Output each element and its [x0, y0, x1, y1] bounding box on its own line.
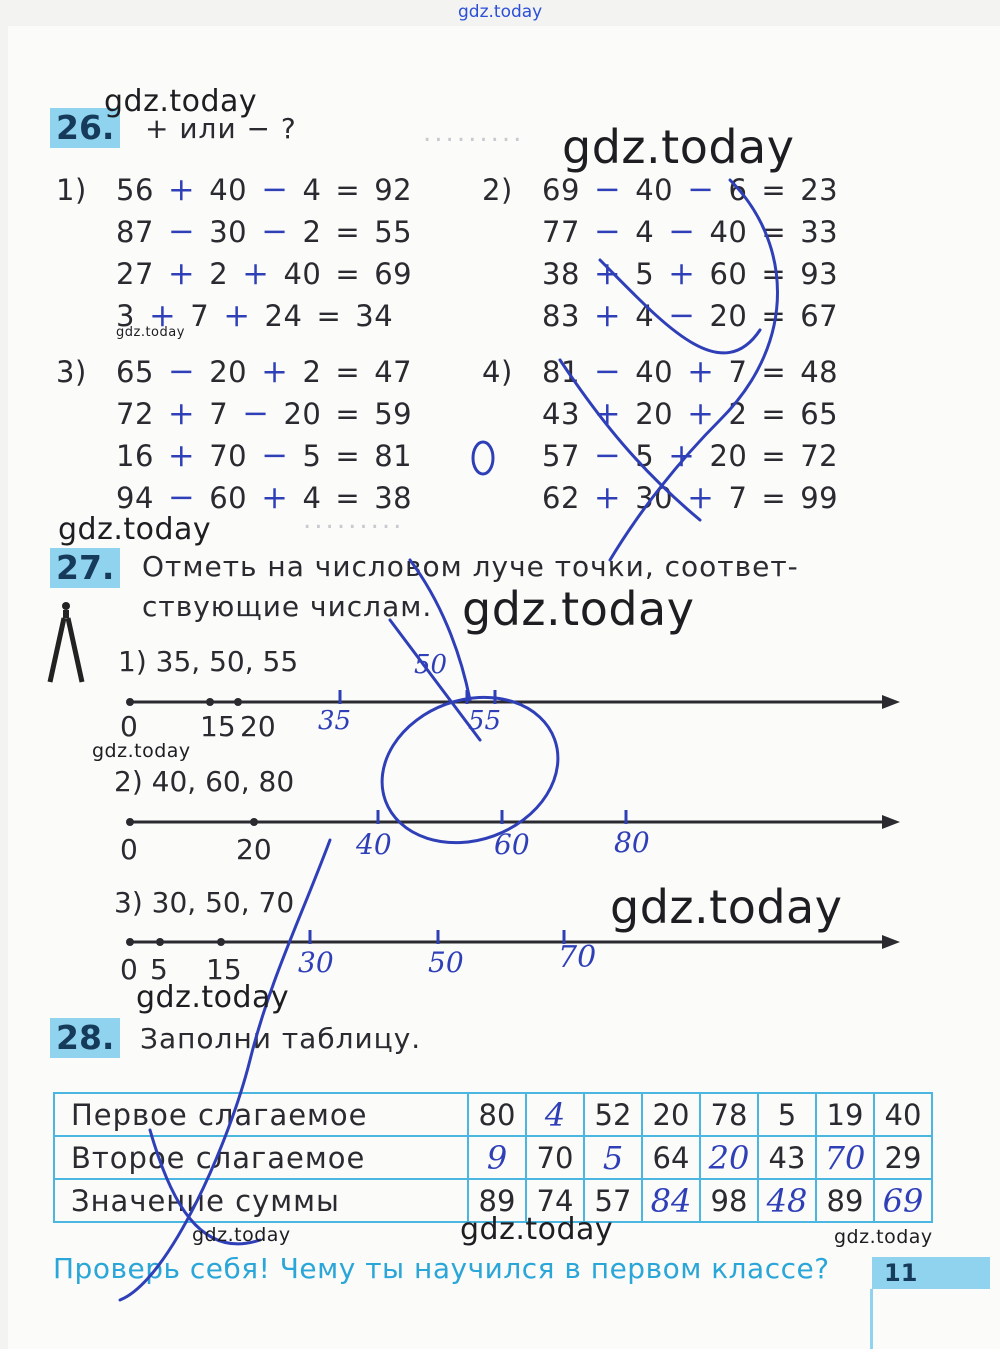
result: 81 — [374, 439, 413, 473]
operand: 4 — [635, 215, 655, 249]
operand: 16 — [116, 439, 154, 473]
result: 65 — [800, 397, 839, 431]
handwritten-operator: + — [261, 352, 289, 390]
table-cell-handwritten: 5 — [584, 1136, 642, 1179]
operand: 7 — [209, 397, 229, 431]
operand: 27 — [116, 257, 154, 291]
operand: 87 — [116, 215, 154, 249]
handwritten-operator: + — [167, 436, 196, 474]
equals-sign: = — [761, 173, 787, 207]
result: 38 — [374, 481, 413, 515]
row-label: Значение суммы — [54, 1179, 468, 1222]
watermark: gdz.today — [92, 740, 191, 762]
result: 99 — [800, 481, 839, 515]
operand: 81 — [542, 355, 580, 389]
handwritten-operator: + — [261, 478, 289, 516]
equation-label: 4) — [482, 355, 513, 389]
result: 34 — [355, 299, 394, 333]
operand: 5 — [302, 439, 322, 473]
equation-row — [482, 436, 852, 474]
equals-sign: = — [335, 355, 361, 389]
header-watermark: gdz.today — [458, 2, 543, 22]
handwritten-operator: − — [593, 436, 622, 474]
handwritten-operator: + — [593, 254, 622, 292]
task-28-text: Заполни таблицу. — [140, 1022, 422, 1055]
operand: 60 — [709, 257, 748, 291]
equation-row — [56, 478, 426, 516]
watermark: gdz.today — [462, 582, 695, 636]
operand: 20 — [209, 355, 248, 389]
table-cell-handwritten: 70 — [816, 1136, 874, 1179]
number-line-3-tick-5: 5 — [150, 953, 168, 986]
bleed-through-text: ......... — [300, 505, 402, 535]
compass-icon — [44, 600, 88, 686]
handwritten-operator: − — [593, 170, 622, 208]
table-cell: 89 — [468, 1179, 526, 1222]
number-line-1 — [120, 688, 910, 718]
equals-sign: = — [335, 439, 361, 473]
equation-label: 2) — [482, 173, 513, 207]
result: 33 — [800, 215, 839, 249]
handwritten-operator: + — [593, 394, 622, 432]
table-cell: 52 — [584, 1093, 642, 1136]
equals-sign: = — [761, 439, 787, 473]
watermark: gdz.today — [104, 84, 258, 119]
operand: 38 — [542, 257, 580, 291]
page-number: 11 — [872, 1257, 990, 1289]
operand: 60 — [209, 481, 248, 515]
operand: 7 — [728, 355, 748, 389]
equals-sign: = — [335, 173, 361, 207]
table-cell-handwritten: 4 — [526, 1093, 584, 1136]
row-label: Второе слагаемое — [54, 1136, 468, 1179]
equals-sign: = — [335, 257, 361, 291]
operand: 2 — [302, 355, 322, 389]
handwritten-operator: + — [593, 296, 622, 334]
handwritten-operator: + — [593, 478, 622, 516]
operand: 40 — [635, 173, 674, 207]
equals-sign: = — [316, 299, 342, 333]
watermark: gdz.today — [192, 1224, 291, 1246]
watermark: gdz.today — [834, 1226, 933, 1248]
number-line-1-tick-15: 15 — [200, 710, 236, 743]
equation-row — [482, 394, 852, 432]
operand: 77 — [542, 215, 580, 249]
task-27-number: 27. — [50, 548, 120, 588]
number-line-1-label: 1) 35, 50, 55 — [118, 645, 299, 678]
table-cell-handwritten: 84 — [642, 1179, 700, 1222]
operand: 56 — [116, 173, 154, 207]
number-line-3-tick-0: 0 — [120, 953, 138, 986]
handwritten-operator: − — [593, 212, 622, 250]
table-cell: 40 — [874, 1093, 932, 1136]
watermark: gdz.today — [562, 120, 795, 174]
table-cell: 70 — [526, 1136, 584, 1179]
equation-label: 3) — [56, 355, 87, 389]
table-cell: 89 — [816, 1179, 874, 1222]
footer-text: Проверь себя! Чему ты научился в первом классе? — [53, 1252, 830, 1285]
table-cell: 19 — [816, 1093, 874, 1136]
table-cell-handwritten: 9 — [468, 1136, 526, 1179]
equation-row — [56, 394, 426, 432]
handwritten-operator: − — [167, 352, 196, 390]
task-27-text-line-2: ствующие числам. — [142, 590, 433, 623]
watermark: gdz.today — [116, 325, 185, 340]
handwritten-operator: − — [687, 170, 715, 208]
operand: 43 — [542, 397, 580, 431]
handwritten-operator: − — [167, 478, 196, 516]
number-line-3-tick-15: 15 — [206, 953, 242, 986]
number-line-2-hand-40: 40 — [356, 828, 392, 861]
result: 92 — [374, 173, 413, 207]
equals-sign: = — [761, 257, 787, 291]
number-line-1-hand-35: 35 — [318, 706, 352, 736]
operand: 30 — [209, 215, 248, 249]
operand: 40 — [635, 355, 674, 389]
equals-sign: = — [761, 481, 787, 515]
equation-label: 1) — [56, 173, 87, 207]
equation-row — [56, 296, 407, 334]
operand: 20 — [709, 299, 748, 333]
handwritten-operator: − — [261, 436, 289, 474]
equals-sign: = — [335, 215, 361, 249]
handwritten-operator: + — [687, 352, 715, 390]
operand: 20 — [635, 397, 674, 431]
watermark: gdz.today — [610, 880, 843, 934]
result: 59 — [374, 397, 413, 431]
page-edge-line — [870, 1289, 873, 1349]
equation-row — [56, 436, 426, 474]
equation-row — [482, 296, 852, 334]
table-cell: 64 — [642, 1136, 700, 1179]
operand: 69 — [542, 173, 580, 207]
handwritten-operator: − — [167, 212, 196, 250]
operand: 20 — [709, 439, 748, 473]
equation-row — [56, 352, 426, 390]
operand: 4 — [302, 481, 322, 515]
task-28-number: 28. — [50, 1018, 120, 1058]
operand: 83 — [542, 299, 580, 333]
operand: 5 — [635, 439, 655, 473]
handwritten-operator: + — [687, 478, 715, 516]
handwritten-operator: − — [261, 170, 289, 208]
operand: 30 — [635, 481, 674, 515]
operand: 4 — [302, 173, 322, 207]
handwritten-operator: + — [167, 254, 196, 292]
table-row — [54, 1093, 932, 1136]
equation-row — [56, 254, 426, 292]
operand: 72 — [116, 397, 154, 431]
result: 67 — [800, 299, 839, 333]
operand: 2 — [728, 397, 748, 431]
result: 47 — [374, 355, 413, 389]
operand: 57 — [542, 439, 580, 473]
equation-row — [482, 212, 852, 250]
equals-sign: = — [761, 299, 787, 333]
table-cell: 74 — [526, 1179, 584, 1222]
number-line-1-tick-0: 0 — [120, 710, 138, 743]
handwritten-operator: + — [242, 254, 270, 292]
operand: 2 — [302, 215, 322, 249]
handwritten-operator: − — [668, 212, 696, 250]
task-26-number: 26. — [50, 108, 120, 148]
operand: 70 — [209, 439, 248, 473]
equation-row — [482, 478, 852, 516]
operand: 7 — [728, 481, 748, 515]
watermark: gdz.today — [460, 1212, 614, 1247]
table-row — [54, 1136, 932, 1179]
number-line-1-tick-20: 20 — [240, 710, 276, 743]
result: 48 — [800, 355, 839, 389]
equals-sign: = — [761, 215, 787, 249]
number-line-1-hand-50: 50 — [414, 650, 448, 680]
equals-sign: = — [335, 397, 361, 431]
handwritten-operator: + — [668, 436, 696, 474]
result: 55 — [374, 215, 413, 249]
handwritten-operator: + — [167, 170, 196, 208]
task-27-text-line-1: Отметь на числовом луче точки, соответ- — [142, 550, 799, 583]
equation-row — [56, 212, 426, 250]
operand: 40 — [709, 215, 748, 249]
number-line-3-hand-70: 70 — [558, 940, 597, 975]
operand: 65 — [116, 355, 154, 389]
table-cell: 29 — [874, 1136, 932, 1179]
operand: 20 — [283, 397, 322, 431]
operand: 24 — [264, 299, 303, 333]
number-line-2-tick-20: 20 — [236, 833, 272, 866]
table-cell: 5 — [758, 1093, 816, 1136]
equation-row — [482, 254, 852, 292]
handwritten-operator: − — [261, 212, 289, 250]
number-line-3-hand-30: 30 — [298, 946, 334, 979]
operand: 94 — [116, 481, 154, 515]
equals-sign: = — [335, 481, 361, 515]
operand: 5 — [635, 257, 655, 291]
sum-table — [53, 1092, 933, 1223]
operand: 62 — [542, 481, 580, 515]
table-cell: 98 — [700, 1179, 758, 1222]
operand: 7 — [190, 299, 210, 333]
result: 69 — [374, 257, 413, 291]
result: 93 — [800, 257, 839, 291]
number-line-3-hand-50: 50 — [428, 946, 464, 979]
number-line-2-hand-80: 80 — [614, 826, 650, 859]
row-label: Первое слагаемое — [54, 1093, 468, 1136]
equals-sign: = — [761, 397, 787, 431]
operand: 3 — [116, 299, 135, 333]
handwritten-operator: − — [242, 394, 270, 432]
watermark: gdz.today — [58, 512, 212, 547]
operand: 40 — [283, 257, 322, 291]
table-cell-handwritten: 20 — [700, 1136, 758, 1179]
table-cell-handwritten: 48 — [758, 1179, 816, 1222]
operand: 4 — [635, 299, 655, 333]
handwritten-operator: + — [687, 394, 715, 432]
task-26-prompt: + или − ? — [145, 112, 297, 145]
handwritten-operator: + — [148, 296, 177, 334]
number-line-2-label: 2) 40, 60, 80 — [114, 765, 295, 798]
equation-row — [482, 170, 852, 208]
handwritten-operator: + — [167, 394, 196, 432]
table-cell: 80 — [468, 1093, 526, 1136]
number-line-1-hand-55: 55 — [468, 706, 502, 736]
operand: 2 — [209, 257, 229, 291]
operand: 40 — [209, 173, 248, 207]
handwritten-operator: − — [593, 352, 622, 390]
table-cell: 78 — [700, 1093, 758, 1136]
result: 72 — [800, 439, 839, 473]
equation-row — [482, 352, 852, 390]
result: 23 — [800, 173, 839, 207]
number-line-2-tick-0: 0 — [120, 833, 138, 866]
table-cell-handwritten: 69 — [874, 1179, 932, 1222]
handwritten-operator: + — [223, 296, 251, 334]
operand: 6 — [728, 173, 748, 207]
number-line-3-label: 3) 30, 50, 70 — [114, 886, 295, 919]
table-cell: 57 — [584, 1179, 642, 1222]
table-cell: 20 — [642, 1093, 700, 1136]
handwritten-operator: + — [668, 254, 696, 292]
table-cell: 43 — [758, 1136, 816, 1179]
equation-row — [56, 170, 426, 208]
bleed-through-text: ......... — [420, 118, 522, 148]
number-line-2-hand-60: 60 — [494, 828, 530, 861]
equals-sign: = — [761, 355, 787, 389]
watermark: gdz.today — [136, 980, 290, 1015]
handwritten-operator: − — [668, 296, 696, 334]
